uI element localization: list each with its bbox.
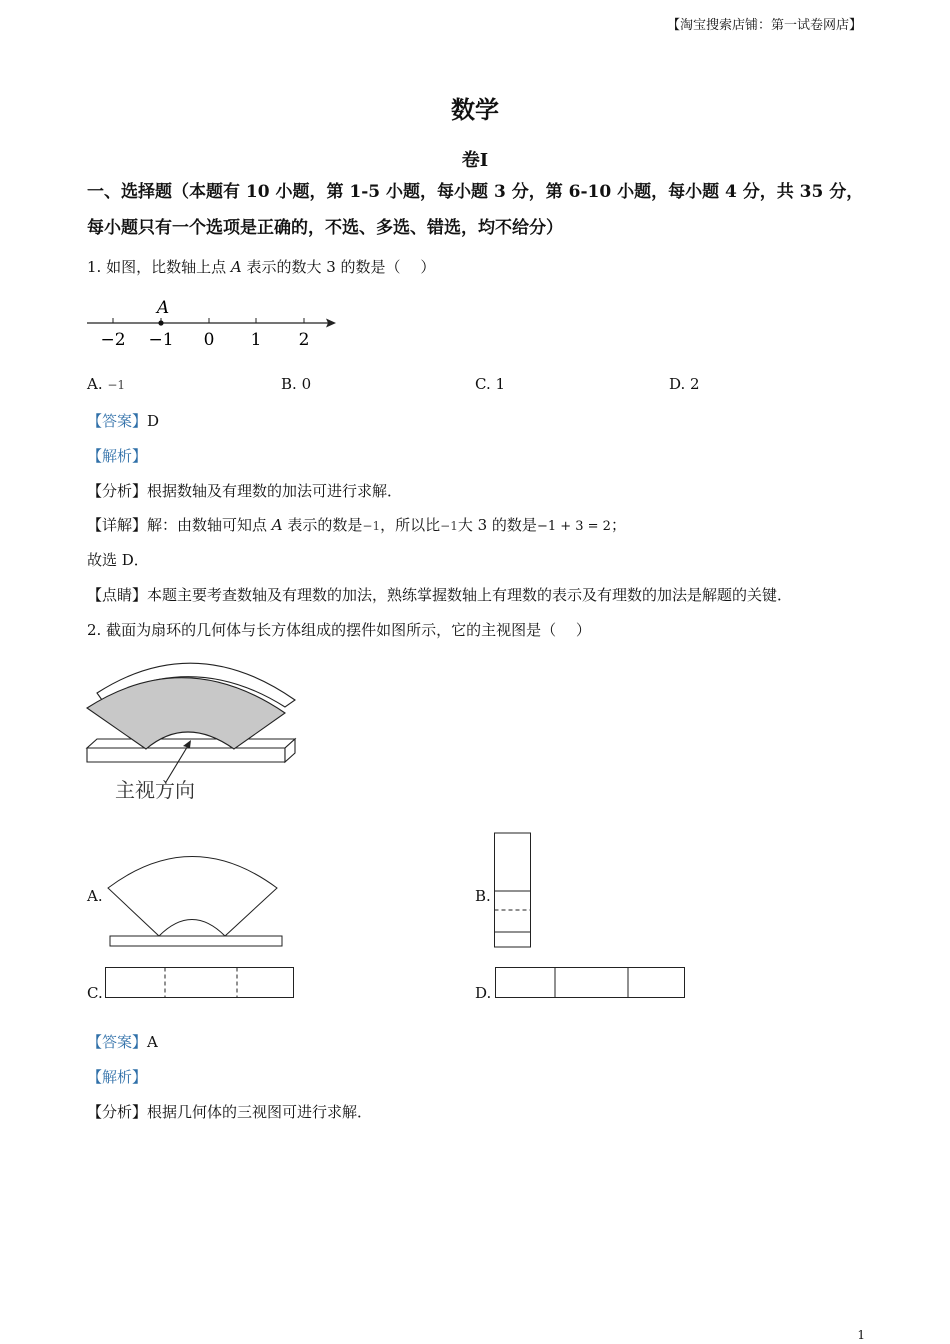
q1-dianjing: 【点睛】本题主要考查数轴及有理数的加法，熟练掌握数轴上有理数的表示及有理数的加法是解题的关键． xyxy=(87,586,793,604)
point-a-label: A xyxy=(156,298,170,318)
point-a-dot xyxy=(158,320,163,325)
q2-fenxi: 【分析】根据几何体的三视图可进行求解． xyxy=(87,1103,373,1121)
page-title: 数学 xyxy=(451,95,499,124)
q2-ornament-figure xyxy=(80,645,305,810)
fan-outline xyxy=(108,857,277,937)
section-heading-line2: 每小题只有一个选项是正确的，不选、多选、错选，均不给分） xyxy=(87,218,563,238)
top-view-outline xyxy=(106,968,294,998)
q1-fenxi: 【分析】根据数轴及有理数的加法可进行求解． xyxy=(87,482,403,500)
tick-label: −1 xyxy=(148,330,174,350)
q1-xiangjie: 【详解】解：由数轴可知点 A 表示的数是−1，所以比−1大 3 的数是−1 + 3 = 2； xyxy=(87,516,626,534)
top-view-outline xyxy=(496,968,685,998)
q1-option-d[interactable]: D. 2 xyxy=(669,375,700,393)
section-heading-line1: 一、选择题（本题有 10 小题，第 1-5 小题，每小题 3 分，第 6-10 小题，每小题 4 分，共 35 分， xyxy=(87,182,864,202)
q2-option-a-figure[interactable] xyxy=(105,845,290,951)
side-view-outline xyxy=(495,833,531,947)
number-line-figure xyxy=(82,295,342,355)
q2-option-b-figure[interactable] xyxy=(493,832,533,950)
q2-option-b-label[interactable]: B. xyxy=(475,887,491,905)
q2-option-d-figure[interactable] xyxy=(494,966,687,1000)
q1-answer: 【答案】D xyxy=(87,412,160,430)
q1-option-b[interactable]: B. 0 xyxy=(281,375,312,393)
base-top-face xyxy=(87,739,295,748)
q1-choose: 故选 D． xyxy=(87,551,149,569)
q1-analysis-tag: 【解析】 xyxy=(87,447,148,465)
tick-label: 1 xyxy=(250,330,262,350)
q2-stem: 2. 截面为扇环的几何体与长方体组成的摆件如图所示，它的主视图是（ ） xyxy=(87,621,591,639)
q2-option-a-label[interactable]: A. xyxy=(87,887,103,905)
q1-stem-var: A xyxy=(230,258,242,276)
tick-label: −2 xyxy=(100,330,126,350)
q2-analysis-tag: 【解析】 xyxy=(87,1068,148,1086)
page-number: 1 xyxy=(857,1328,865,1342)
q1-stem: 1. 如图，比数轴上点 A 表示的数大 3 的数是（ ） xyxy=(87,258,436,276)
q2-answer: 【答案】A xyxy=(87,1033,158,1051)
tick-label: 0 xyxy=(203,330,215,350)
base-outline xyxy=(110,936,282,946)
shop-header: 【淘宝搜索店铺：第一试卷网店】 xyxy=(666,18,862,33)
q1-option-a[interactable]: A. −1 xyxy=(87,375,126,393)
base-front-face xyxy=(87,748,285,762)
q1-option-c[interactable]: C. 1 xyxy=(475,375,506,393)
q2-option-c-label[interactable]: C. xyxy=(87,984,103,1002)
volume-title: 卷Ⅰ xyxy=(461,150,489,171)
tick-label: 2 xyxy=(298,330,310,350)
q2-option-d-label[interactable]: D. xyxy=(475,984,492,1002)
q2-option-c-figure[interactable] xyxy=(104,966,296,1000)
figure-caption: 主视方向 xyxy=(115,778,195,802)
